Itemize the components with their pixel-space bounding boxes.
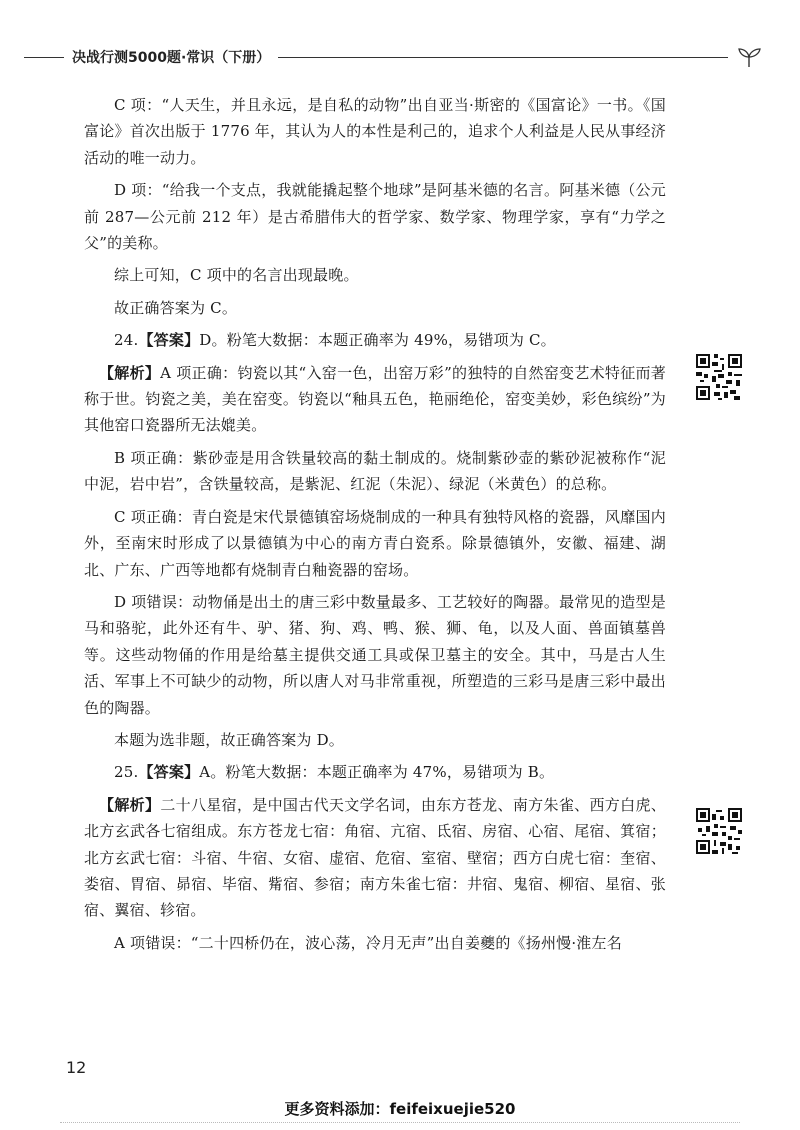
paragraph-d-item: [84, 177, 666, 256]
paragraph-text: D 项错误：动物俑是出土的唐三彩中数量最多、工艺较好的陶器。最常见的造型是马和骆驼，此外还有牛、驴、猪、狗、鸡、鸭、猴、狮、龟，以及人面、兽面镇墓兽等。这些动物俑的作用是给墓主提供交通工具或保卫墓主的安全。其中，马是古人生活、军事上不可缺少的动物，所以唐人对马非常重视，所塑造的三彩马是唐三彩中最出色的陶器。: [84, 592, 666, 717]
paragraph-answer: [84, 295, 666, 321]
qr-code-icon[interactable]: [694, 806, 744, 856]
paragraph-text: 综上可知，C 项中的名言出现最晚。: [114, 266, 359, 285]
question-number: 24.: [114, 331, 139, 350]
paragraph-c-item-2: [84, 504, 666, 583]
paragraph-text: 二十八星宿，是中国古代天文学名词，由东方苍龙、南方朱雀、西方白虎、北方玄武各七宿组成。东方苍龙七宿：角宿、亢宿、氐宿、房宿、心宿、尾宿、箕宿；北方玄武七宿：斗宿、牛宿、女宿、虚宿、危宿、室宿、壁宿；西方白虎七宿：奎宿、娄宿、胃宿、昴宿、毕宿、觜宿、参宿；南方朱雀七宿：井宿、鬼宿、柳宿、星宿、张宿、翼宿、轸宿。: [84, 795, 666, 920]
paragraph-text: D。粉笔大数据：本题正确率为 49%，易错项为 C。: [199, 331, 556, 350]
page-header: [24, 44, 764, 70]
paragraph-c-item: [84, 92, 666, 171]
footer-note: 更多资料添加：feifeixuejie520: [284, 1100, 516, 1118]
paragraph-answer-2: [84, 727, 666, 753]
paragraph-text: D 项：“给我一个支点，我就能撬起整个地球”是阿基米德的名言。阿基米德（公元前 287—公元前 212 年）是古希腊伟大的哲学家、数学家、物理学家，享有“力学之父”的美称。: [84, 181, 666, 253]
paragraph-text: 本题为选非题，故正确答案为 D。: [114, 730, 344, 749]
question-25-analysis: [84, 792, 666, 924]
paragraph-summary: [84, 262, 666, 288]
paragraph-text: A。粉笔大数据：本题正确率为 47%，易错项为 B。: [199, 763, 555, 782]
paragraph-text: C 项：“人天生，并且永远，是自私的动物”出自亚当·斯密的《国富论》一书。《国富论》首次出版于 1776 年，其认为人的本性是利己的，追求个人利益是人民从事经济活动的唯一动力。: [84, 96, 666, 167]
paragraph-a-item: [84, 930, 666, 956]
analysis-tag: 【解析】: [99, 795, 161, 814]
header-rule-left: [24, 57, 64, 58]
answer-tag: 【答案】: [138, 763, 200, 782]
question-number: 25.: [114, 763, 139, 782]
question-24-analysis: [84, 360, 666, 439]
page-number: 12: [66, 1058, 87, 1077]
article-body: [84, 92, 666, 962]
question-24-answer: [84, 327, 666, 353]
paragraph-text: B 项正确：紫砂壶是用含铁量较高的黏土制成的。烧制紫砂壶的紫砂泥被称作“泥中泥，岩中岩”，含铁量较高，是紫泥、红泥（朱泥）、绿泥（米黄色）的总称。: [84, 448, 666, 494]
answer-tag: 【答案】: [138, 331, 200, 350]
header-rule-right: [278, 57, 728, 58]
paragraph-text: 故正确答案为 C。: [114, 298, 238, 317]
question-25-answer: [84, 759, 666, 785]
paragraph-d-item-2: [84, 589, 666, 721]
paragraph-text: A 项错误：“二十四桥仍在，波心荡，冷月无声”出自姜夔的《扬州慢·淮左名: [114, 933, 622, 952]
header-title: 决战行测5000题·常识（下册）: [72, 50, 271, 66]
paragraph-b-item: [84, 445, 666, 498]
paragraph-text: C 项正确：青白瓷是宋代景德镇窑场烧制成的一种具有独特风格的瓷器，风靡国内外，至南宋时形成了以景德镇为中心的南方青白瓷系。除景德镇外，安徽、福建、湖北、广东、广西等地都有烧制青白釉瓷器的窑场。: [84, 507, 666, 579]
qr-code-icon[interactable]: [694, 352, 744, 402]
paragraph-text: A 项正确：钧瓷以其“入窑一色，出窑万彩”的独特的自然窑变艺术特征而著称于世。钧瓷之美，美在窑变。钧瓷以“釉具五色，艳丽绝伦，窑变美妙，彩色缤纷”为其他窑口瓷器所无法媲美。: [84, 363, 666, 435]
sprout-icon: [734, 46, 764, 68]
bottom-divider: [60, 1122, 740, 1123]
analysis-tag: 【解析】: [99, 363, 161, 382]
